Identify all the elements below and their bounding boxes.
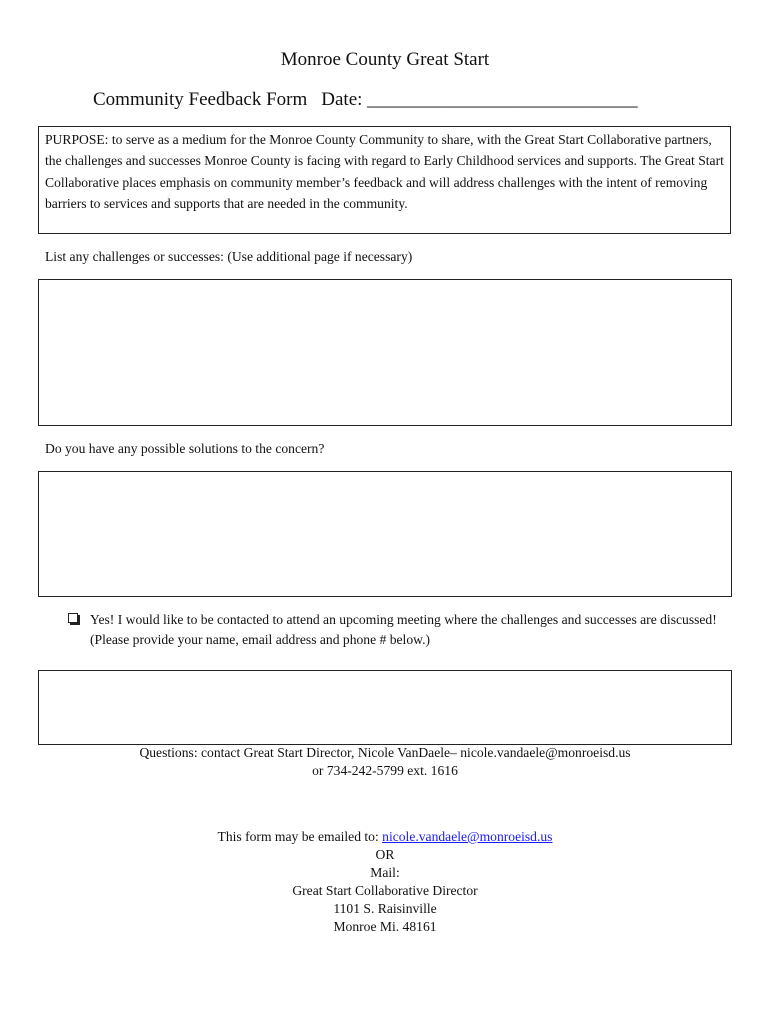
contact-opt-in-checkbox[interactable] [68, 613, 78, 623]
purpose-statement: PURPOSE: to serve as a medium for the Monroe County Community to share, with the Great Start Collaborative partners, the challenges and successes Monroe County is facing with regard to Early Childhood services and supports. The Great Start Collaborative places emphasis on community member’s feedback and will address challenges with the intent of removing barriers to services and supports that are needed in the community. [38, 126, 731, 234]
submission-instructions [0, 828, 770, 936]
date-field[interactable]: ______________________________ [367, 89, 638, 110]
mail-label: Mail: [370, 865, 400, 880]
email-instruction [0, 828, 770, 846]
address-city: Monroe Mi. 48161 [333, 919, 437, 934]
contact-details-box[interactable] [38, 670, 732, 745]
challenges-answer-box[interactable] [38, 279, 732, 426]
email-prefix: This form may be emailed to: [217, 829, 383, 844]
form-heading [93, 89, 637, 111]
page-title: Monroe County Great Start [280, 49, 490, 70]
questions-contact [0, 744, 770, 780]
email-link[interactable]: nicole.vandaele@monroeisd.us [382, 829, 553, 844]
contact-opt-in-label: Yes! I would like to be contacted to attend an upcoming meeting where the challenges and successes are discussed! (Please provide your name, email address and phone # below.) [90, 612, 717, 647]
questions-contact-line: Questions: contact Great Start Director, Nicole VanDaele– nicole.vandaele@monroeisd.us [139, 745, 631, 760]
form-name: Community Feedback Form [93, 89, 308, 110]
or-text: OR [375, 847, 395, 862]
date-label: Date: [321, 89, 363, 110]
solutions-prompt: Do you have any possible solutions to the concern? [45, 441, 325, 456]
address-street: 1101 S. Raisinville [333, 901, 437, 916]
solutions-answer-box[interactable] [38, 471, 732, 597]
questions-phone-line: or 734-242-5799 ext. 1616 [312, 763, 458, 778]
address-name: Great Start Collaborative Director [292, 883, 478, 898]
challenges-prompt: List any challenges or successes: (Use additional page if necessary) [45, 249, 413, 264]
contact-opt-in [68, 610, 733, 650]
